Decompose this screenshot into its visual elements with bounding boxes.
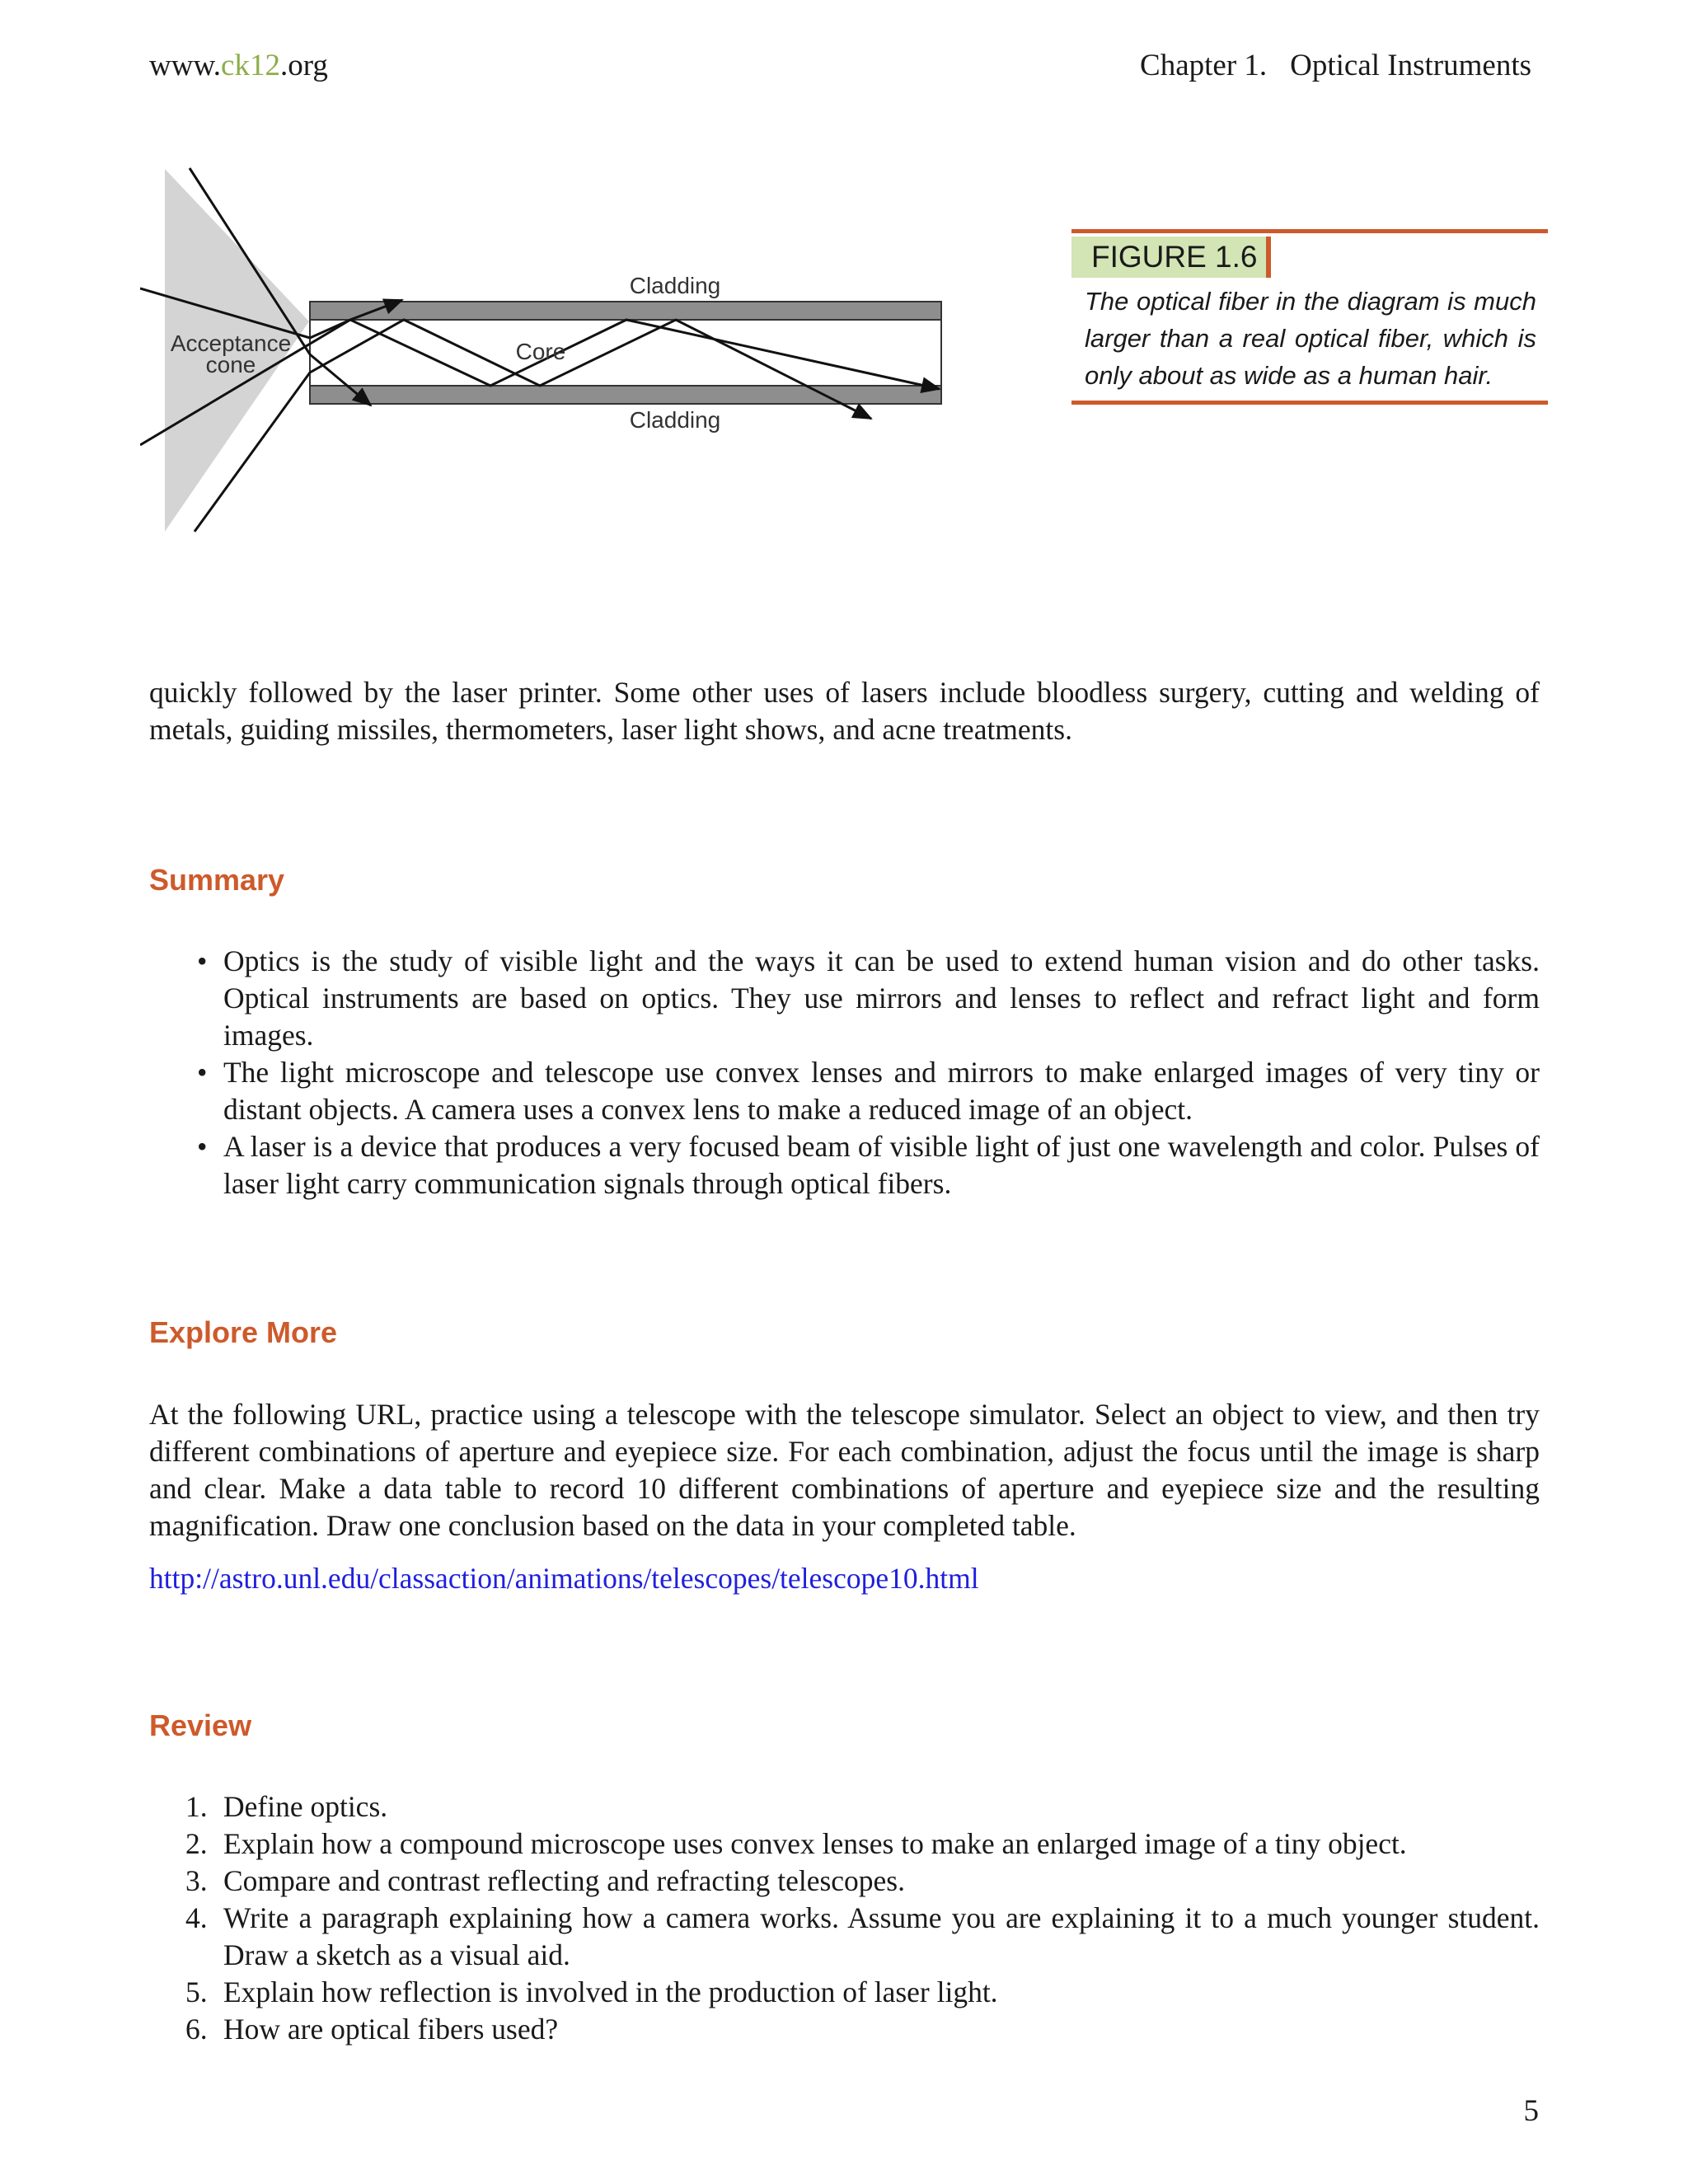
site-brand: ck12 — [221, 49, 280, 82]
site-suffix: .org — [279, 49, 328, 82]
summary-list — [149, 943, 1540, 1202]
acceptance-cone-label-2: cone — [205, 352, 256, 377]
chapter-header — [1140, 48, 1531, 84]
review-list — [149, 1788, 1540, 2048]
figure-rule-top — [1071, 229, 1548, 233]
core-label: Core — [515, 339, 566, 364]
site-prefix: www. — [149, 49, 222, 82]
chapter-number: Chapter 1. — [1140, 49, 1268, 82]
bullet-mark: • — [197, 1130, 208, 1163]
core-region — [310, 320, 941, 386]
figure-label: FIGURE 1.6 — [1071, 237, 1271, 278]
summary-item: • A laser is a device that produces a very focused beam of visible light of just one wavelength and color. Pulses of laser light carry communication signals through optical fibers. — [197, 1130, 1540, 1200]
cladding-top-band — [310, 302, 941, 320]
review-item: 3. Compare and contrast reflecting and refracting telescopes. — [185, 1864, 905, 1897]
explore-more-heading: Explore More — [149, 1315, 338, 1349]
review-item: 6. How are optical fibers used? — [185, 2013, 559, 2046]
intro-paragraph: quickly followed by the laser printer. Some other uses of lasers include bloodless surgery, cutting and welding of metals, guiding missiles, thermometers, laser light shows, and acne treatments. — [149, 676, 1540, 746]
telescope-simulator-link[interactable]: http://astro.unl.edu/classaction/animations/telescopes/telescope10.html — [149, 1562, 979, 1595]
review-item: 5. Explain how reflection is involved in the production of laser light. — [185, 1975, 998, 2008]
review-item: 1. Define optics. — [185, 1790, 388, 1823]
cladding-bottom-band — [310, 386, 941, 404]
review-heading: Review — [149, 1708, 252, 1742]
figure-rule-bottom — [1071, 401, 1548, 405]
summary-heading: Summary — [149, 863, 285, 897]
site-url[interactable] — [149, 48, 328, 84]
optical-fiber-diagram — [140, 157, 956, 544]
figure-caption-box — [1071, 229, 1548, 405]
explore-more-paragraph: At the following URL, practice using a telescope with the telescope simulator. Select an object to view, and then try different combinations of aperture and eyepiece size. For each combination, adjust the focus until the image is sharp and clear. Make a data table to record 10 different combinations of aperture and eyepiece size and the resulting magnification. Draw one conclusion based on the data in your completed table. — [149, 1398, 1540, 1542]
cladding-top-label: Cladding — [629, 273, 721, 298]
review-item: 2. Explain how a compound microscope uses convex lenses to make an enlarged image of a tiny object. — [185, 1827, 1407, 1860]
bullet-mark: • — [197, 944, 208, 977]
page-number: 5 — [1523, 2094, 1539, 2128]
summary-item: • Optics is the study of visible light and the ways it can be used to extend human vision and do other tasks. Optical instruments are based on optics. They use mirrors and lenses to reflect and refract light and form images. — [197, 944, 1540, 1052]
acceptance-cone-label: Acceptance — [170, 330, 292, 356]
cladding-bottom-label: Cladding — [629, 407, 721, 433]
review-item: 4. Write a paragraph explaining how a camera works. Assume you are explaining it to a much younger student. Draw a sketch as a visual aid. — [185, 1901, 1540, 1971]
chapter-title: Optical Instruments — [1290, 49, 1531, 82]
figure-caption: The optical fiber in the diagram is much larger than a real optical fiber, which is only about as wide as a human hair. — [1085, 287, 1536, 390]
summary-item: • The light microscope and telescope use convex lenses and mirrors to make enlarged images of very tiny or distant objects. A camera uses a convex lens to make a reduced image of an object. — [197, 1056, 1540, 1126]
bullet-mark: • — [197, 1056, 208, 1089]
